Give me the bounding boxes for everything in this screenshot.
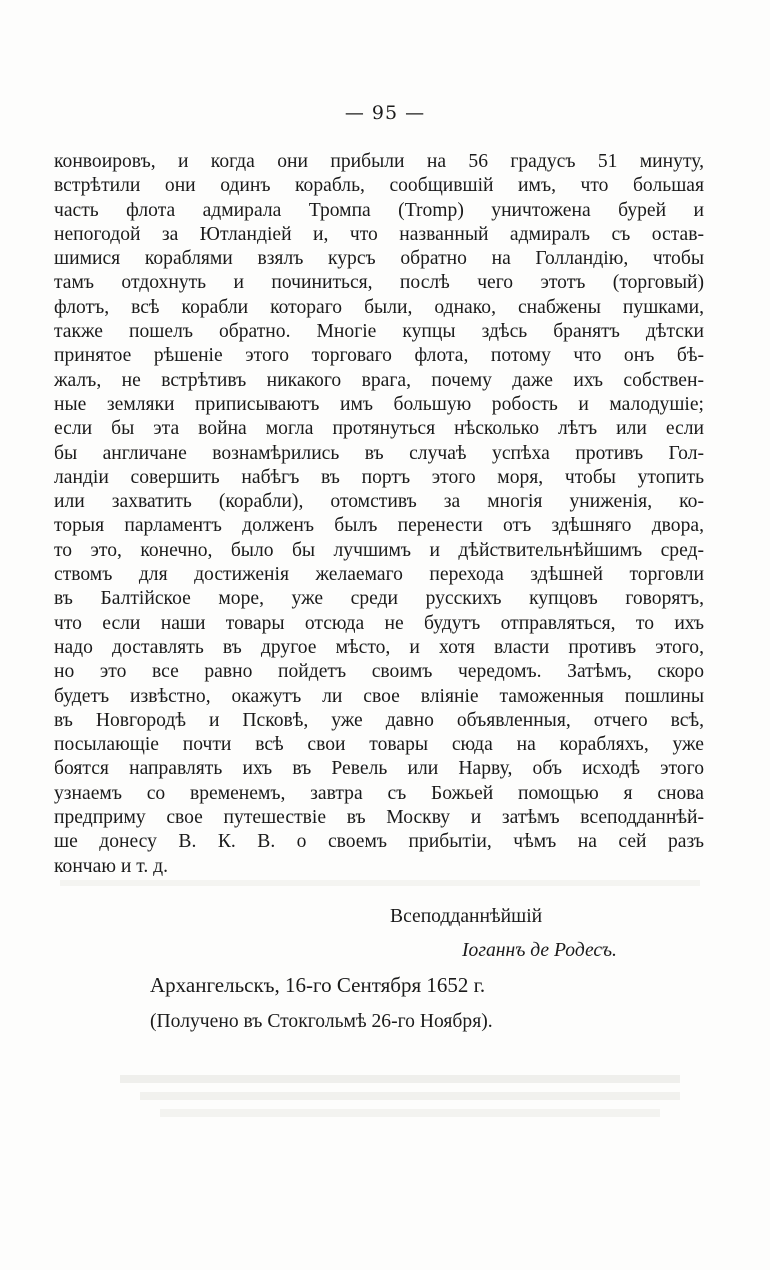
received-note: (Получено въ Стокгольмѣ 26-го Ноября). — [150, 1011, 493, 1032]
text-line: въ Балтійское море, уже среди русскихъ купцовъ говорятъ, — [54, 588, 704, 610]
text-line: ландіи совершить набѣгъ въ портъ этого моря, чтобы утопить — [54, 466, 704, 488]
text-line: также пошелъ обратно. Многіе купцы здѣсь бранятъ дѣтски — [54, 321, 704, 343]
text-line: будетъ извѣстно, окажутъ ли свое вліяніе таможенныя пошлины — [54, 685, 704, 707]
text-line: но это все равно пойдетъ своимъ чередомъ. Затѣмъ, скоро — [54, 661, 704, 683]
text-line: ше донесу В. К. В. о своемъ прибытіи, чѣмъ на сей разъ — [54, 831, 704, 853]
text-line: непогодой за Ютландіей и, что названный адмиралъ съ остав- — [54, 223, 704, 245]
text-line: посылающіе почти всѣ свои товары сюда на корабляхъ, уже — [54, 734, 704, 756]
text-line: шимися кораблями взялъ курсъ обратно на Голландію, чтобы — [54, 248, 704, 270]
text-line: если бы эта война могла протянуться нѣсколько лѣтъ или если — [54, 418, 704, 440]
signature: Іоганнъ де Родесъ. — [462, 940, 617, 961]
bleed-through-mark — [60, 880, 700, 886]
bleed-through-mark — [120, 1075, 680, 1083]
text-line: тамъ отдохнуть и починиться, послѣ чего этотъ (торговый) — [54, 272, 704, 294]
text-line: бы англичане вознамѣрились въ случаѣ успѣха противъ Гол- — [54, 442, 704, 464]
place-date: Архангельскъ, 16-го Сентября 1652 г. — [150, 973, 486, 997]
text-line: или захватить (корабли), отомстивъ за многія униженія, ко- — [54, 491, 704, 513]
text-line: ствомъ для достиженія желаемаго перехода здѣшней торговли — [54, 564, 704, 586]
bleed-through-mark — [160, 1109, 660, 1117]
text-line: надо доставлять въ другое мѣсто, и хотя власти противъ этого, — [54, 636, 704, 658]
closing-salutation: Всеподданнѣйшій — [390, 906, 543, 927]
text-line: флотъ, всѣ корабли котораго были, однако, снабжены пушками, — [54, 296, 704, 318]
letter-body — [54, 150, 704, 879]
text-line: ные земляки приписываютъ имъ большую робость и малодушіе; — [54, 393, 704, 415]
text-line: принятое рѣшеніе этого торговаго флота, потому что онъ бѣ- — [54, 345, 704, 367]
bleed-through-mark — [140, 1092, 680, 1100]
text-line: конвоировъ, и когда они прибыли на 56 градусъ 51 минуту, — [54, 151, 704, 172]
text-line: въ Новгородѣ и Псковѣ, уже давно объявленныя, отчего всѣ, — [54, 709, 704, 731]
text-line: кончаю и т. д. — [54, 855, 169, 877]
text-line: узнаемъ со временемъ, завтра съ Божьей помощью я снова — [54, 782, 704, 804]
text-line: боятся направлять ихъ въ Ревель или Нарву, объ исходѣ этого — [54, 758, 704, 780]
text-line: торыя парламентъ долженъ былъ перенести отъ здѣшняго двора, — [54, 515, 704, 537]
text-line: что если наши товары отсюда не будутъ отправляться, то ихъ — [54, 612, 704, 634]
page-number: — 95 — — [344, 102, 426, 124]
text-line: то это, конечно, было бы лучшимъ и дѣйствительнѣйшимъ сред- — [54, 539, 704, 561]
text-line: часть флота адмирала Тромпа (Tromp) уничтожена бурей и — [54, 199, 704, 221]
text-line: встрѣтили они одинъ корабль, сообщившій имъ, что большая — [54, 175, 704, 197]
text-line: жалъ, не встрѣтивъ никакого врага, почему даже ихъ собствен- — [54, 369, 704, 391]
text-line: предприму свое путешествіе въ Москву и затѣмъ всеподданнѣй- — [54, 807, 704, 829]
